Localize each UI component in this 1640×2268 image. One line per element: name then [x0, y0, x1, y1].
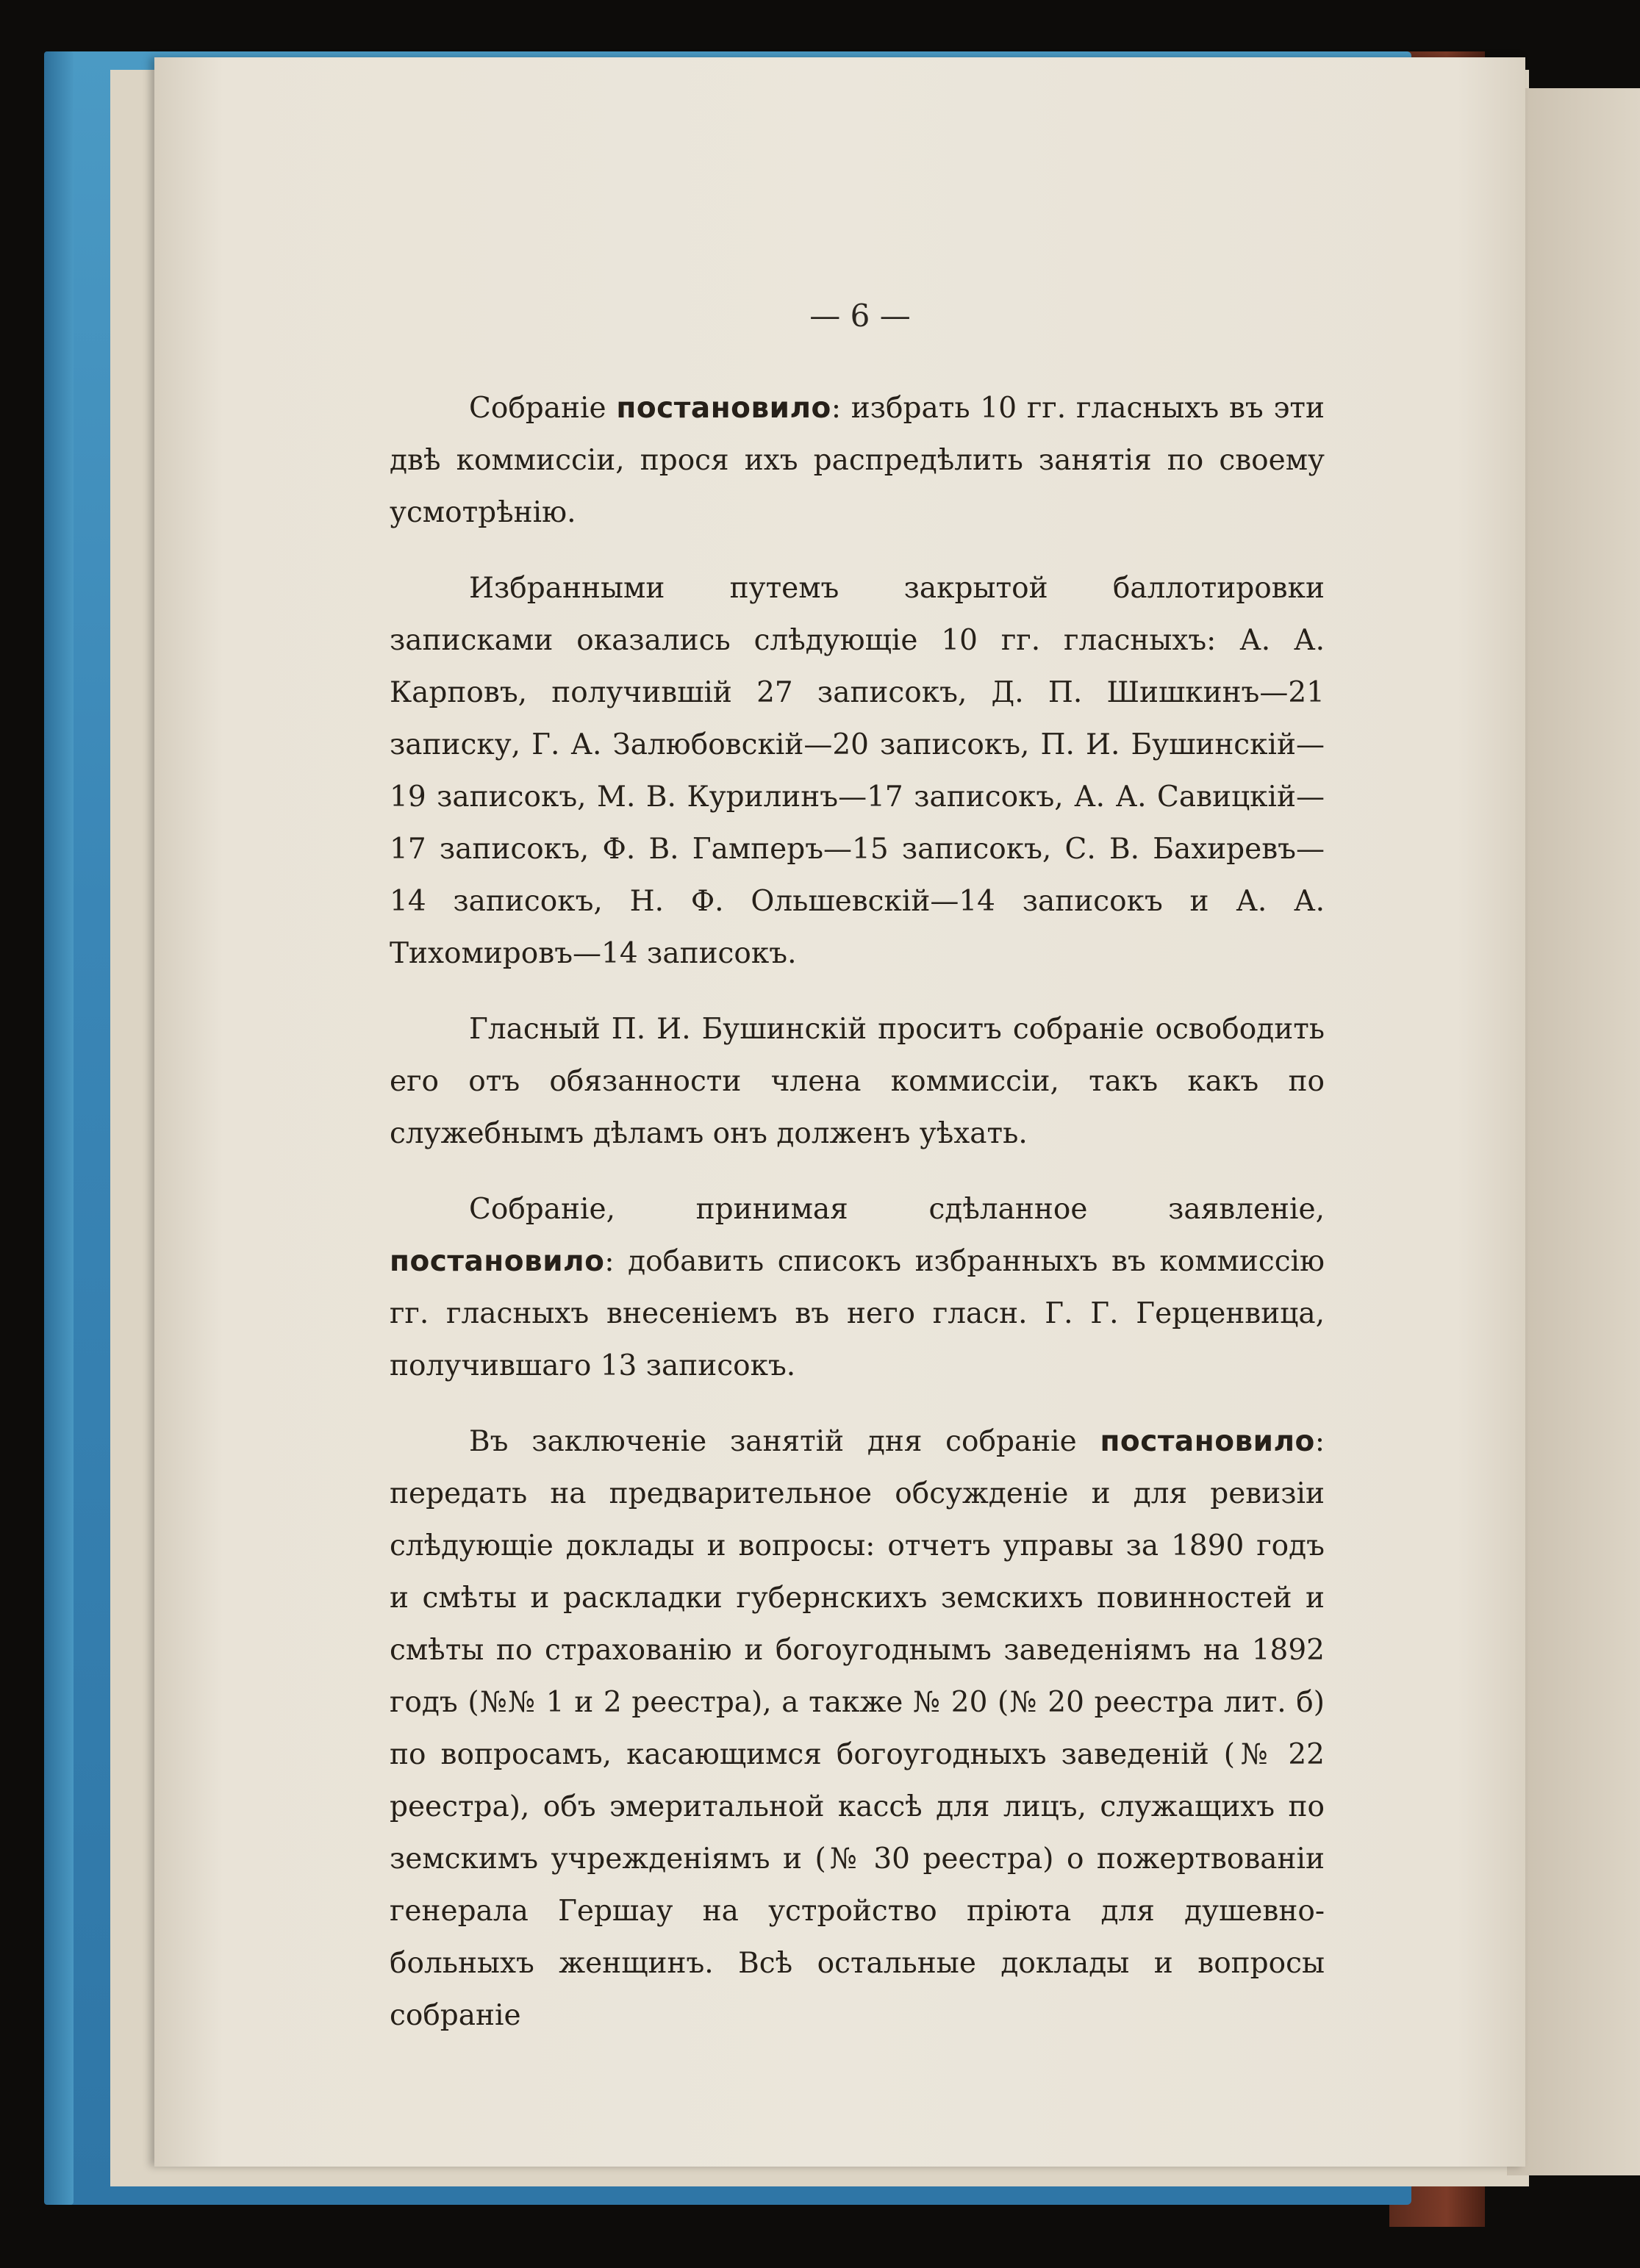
- paragraph: [390, 1415, 1325, 2042]
- bold-text-run: постановило: [1100, 1425, 1315, 1458]
- text-run: Гласный П. И. Бушинскій проситъ собраніе освободить его отъ обязанности члена коммиссіи, такъ какъ по служебнымъ дѣламъ онъ долженъ уѣхать.: [390, 1013, 1325, 1150]
- paragraph: [390, 1183, 1325, 1392]
- text-run: Избранными путемъ закрытой баллотировки записками оказались слѣдующіе 10 гг. гласныхъ: А. А. Карповъ, получившій 27 записокъ, Д. П. Шишкинъ—21 записку, Г. А. Залюбовскій—20 записокъ, П. И. Бушинскій—19 записокъ, М. В. Курилинъ—17 записокъ, А. А. Савицкій—17 записокъ, Ф. В. Гамперъ—15 записокъ, С. В. Бахиревъ—14 записокъ, Н. Ф. Ольшевскій—14 записокъ и А. А. Тихомировъ—14 записокъ.: [390, 572, 1325, 970]
- cover-edge: [44, 51, 74, 2205]
- text-run: Собраніе, принимая сдѣланное заявленіе,: [469, 1193, 1325, 1226]
- page-text: [390, 382, 1325, 2065]
- page-number: — 6 —: [809, 298, 911, 334]
- text-run: : передать на предварительное обсужденіе и для ревизіи слѣдующіе доклады и вопросы: отчетъ управы за 1890 годъ и смѣты и раскладки губернскихъ земскихъ повинностей и смѣты по страхованію и богоугоднымъ заведеніямъ на 1892 годъ (№№ 1 и 2 реестра), а также № 20 (№ 20 реестра лит. б) по вопросамъ, касающимся богоугодныхъ заведеній (№ 22 реестра), объ эмеритальной кассѣ для лицъ, служащихъ по земскимъ учрежденіямъ и (№ 30 реестра) о пожертвованіи генерала Гершау на устройство пріюта для душевно-больныхъ женщинъ. Всѣ остальные доклады и вопросы собраніе: [390, 1425, 1325, 2032]
- text-run: Въ заключеніе занятій дня собраніе: [469, 1425, 1100, 1458]
- paragraph: [390, 562, 1325, 980]
- text-run: : добавить списокъ избранныхъ въ коммиссію гг. гласныхъ внесеніемъ въ него гласн. Г. Г. Герценвица, получившаго 13 записокъ.: [390, 1245, 1325, 1382]
- text-run: Собраніе: [469, 392, 617, 425]
- bold-text-run: постановило: [616, 392, 831, 425]
- paragraph: [390, 382, 1325, 539]
- paragraph: [390, 1003, 1325, 1160]
- bold-text-run: постановило: [390, 1245, 605, 1278]
- text-run: : избрать 10 гг. гласныхъ въ эти двѣ коммиссіи, прося ихъ распредѣлить занятія по своему усмотрѣнію.: [390, 392, 1325, 529]
- next-page-edge: [1507, 88, 1640, 2175]
